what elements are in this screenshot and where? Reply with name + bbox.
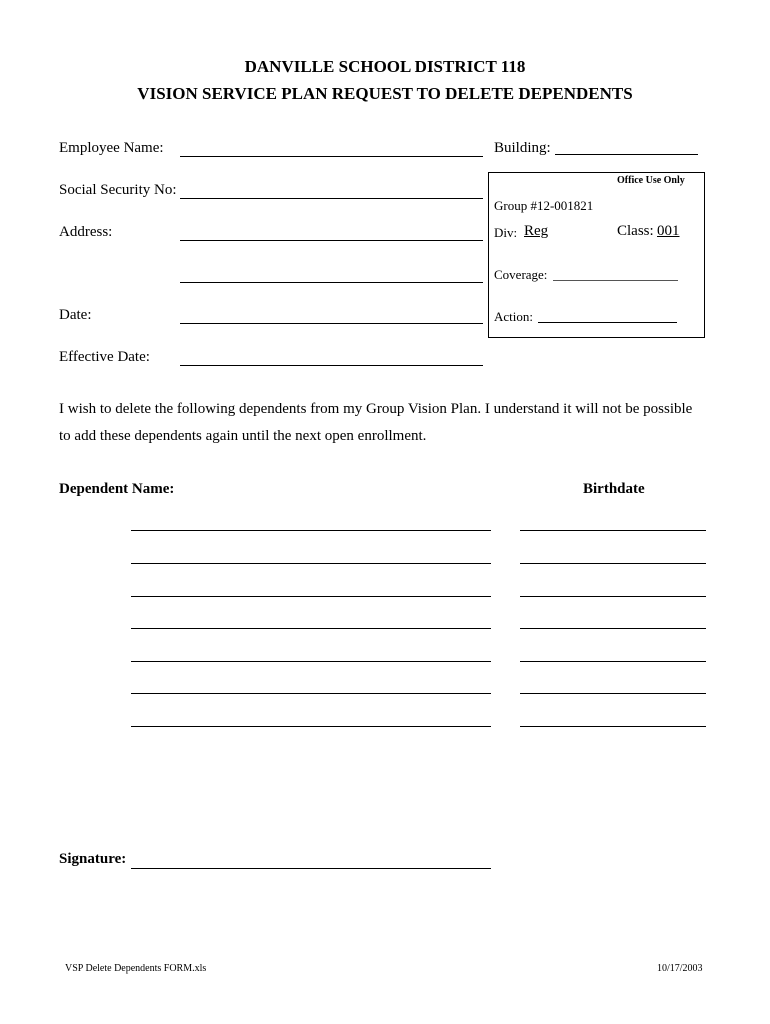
statement-line2: to add these dependents again until the next open enrollment. (59, 428, 427, 444)
action-field[interactable] (538, 322, 677, 323)
signature-field[interactable] (131, 868, 491, 869)
dependent-name-field[interactable] (131, 563, 491, 564)
dependent-name-field[interactable] (131, 596, 491, 597)
dependent-name-field[interactable] (131, 628, 491, 629)
footer-filename: VSP Delete Dependents FORM.xls (65, 963, 207, 974)
group-number: Group #12-001821 (494, 198, 594, 213)
dependent-name-field[interactable] (131, 661, 491, 662)
dependent-birthdate-field[interactable] (520, 563, 706, 564)
dependent-name-field[interactable] (131, 693, 491, 694)
dependent-name-field[interactable] (131, 530, 491, 531)
effective-date-field[interactable] (180, 365, 483, 366)
dependent-birthdate-field[interactable] (520, 661, 706, 662)
footer-date: 10/17/2003 (657, 963, 703, 974)
effective-date-label: Effective Date: (59, 349, 150, 365)
address-label: Address: (59, 224, 113, 240)
statement-line1: I wish to delete the following dependents from my Group Vision Plan. I understand it will not be possible (59, 401, 693, 417)
div-label: Div: (494, 225, 518, 240)
address-field-line1[interactable] (180, 240, 483, 241)
class-label: Class: (617, 223, 654, 239)
office-use-heading: Office Use Only (617, 175, 685, 186)
dependent-birthdate-field[interactable] (520, 530, 706, 531)
ssn-field[interactable] (180, 198, 483, 199)
dependent-birthdate-field[interactable] (520, 596, 706, 597)
dependent-name-header: Dependent Name: (59, 481, 175, 497)
date-field[interactable] (180, 323, 483, 324)
coverage-field[interactable] (553, 280, 678, 281)
div-value: Reg (524, 223, 549, 239)
employee-name-field[interactable] (180, 156, 483, 157)
building-label: Building: (494, 140, 551, 156)
building-field[interactable] (555, 154, 698, 155)
class-value: 001 (657, 223, 680, 239)
form-title-line2: VISION SERVICE PLAN REQUEST TO DELETE DEPENDENTS (137, 84, 633, 103)
dependent-birthdate-field[interactable] (520, 693, 706, 694)
birthdate-header: Birthdate (583, 481, 645, 497)
dependent-birthdate-field[interactable] (520, 628, 706, 629)
employee-name-label: Employee Name: (59, 140, 164, 156)
address-field-line2[interactable] (180, 282, 483, 283)
action-label: Action: (494, 309, 533, 324)
signature-label: Signature: (59, 851, 127, 867)
date-label: Date: (59, 307, 92, 323)
form-title-line1: DANVILLE SCHOOL DISTRICT 118 (244, 57, 526, 76)
ssn-label: Social Security No: (59, 182, 177, 198)
coverage-label: Coverage: (494, 267, 548, 282)
dependent-name-field[interactable] (131, 726, 491, 727)
dependent-birthdate-field[interactable] (520, 726, 706, 727)
